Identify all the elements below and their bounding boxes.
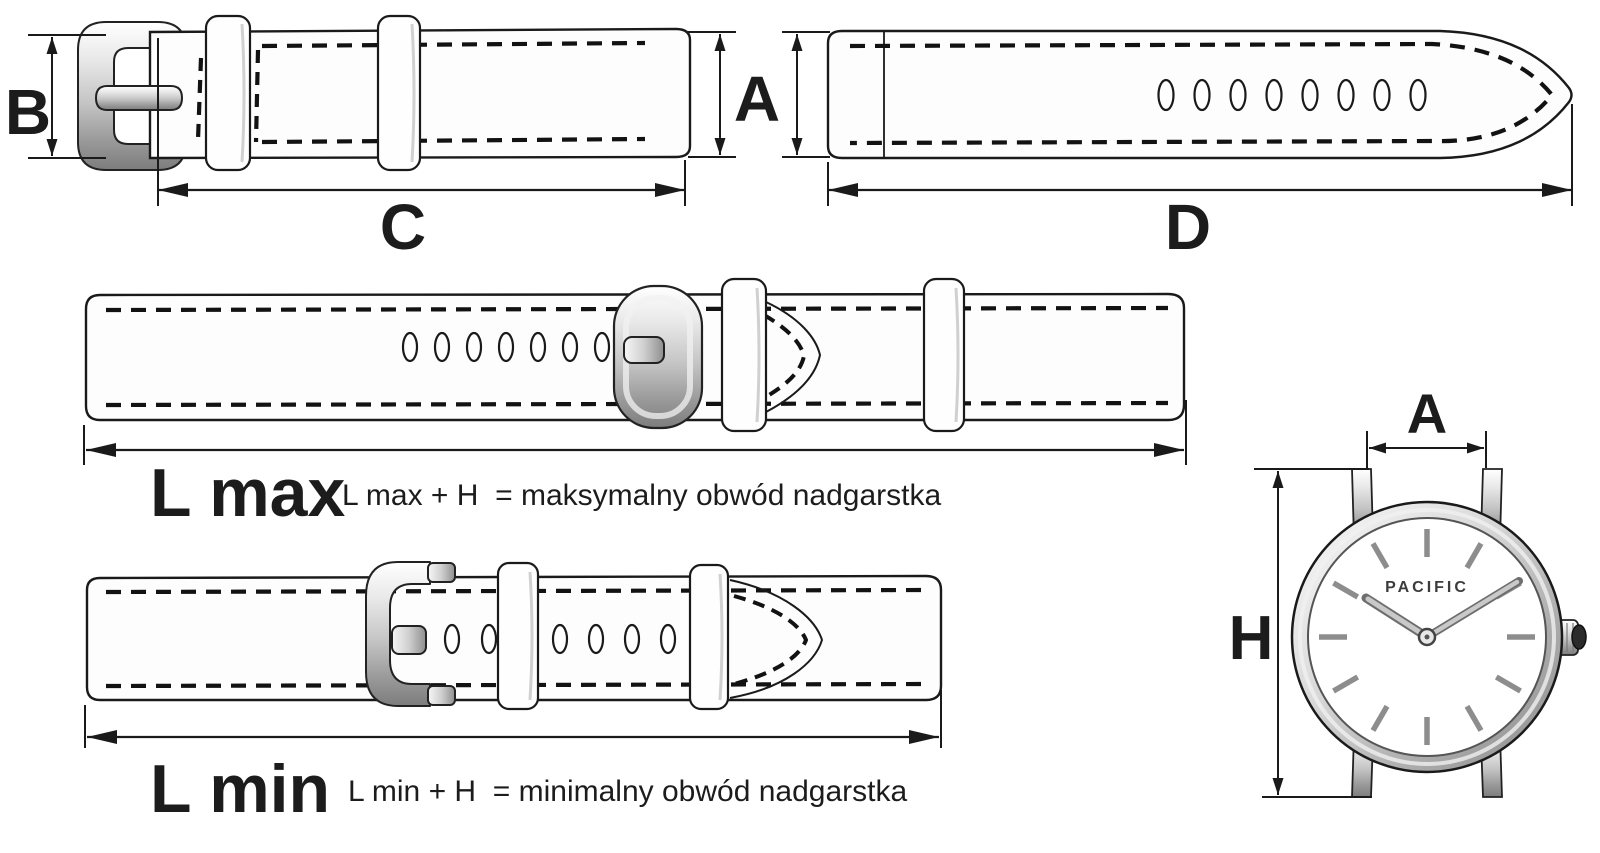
buckle-prong bbox=[96, 86, 182, 110]
crown-cabochon bbox=[1572, 625, 1586, 649]
dim-label-c: C bbox=[379, 191, 427, 263]
dimension-a-left bbox=[688, 32, 736, 157]
strap-piece-holes-drawing bbox=[828, 31, 1572, 158]
lmin-formula: L min + H = minimalny obwód nadgarstka bbox=[348, 775, 908, 808]
strap-lmin-drawing bbox=[87, 562, 941, 709]
dim-label-a-watch: A bbox=[1406, 382, 1448, 445]
strap-lmax-drawing bbox=[86, 279, 1184, 431]
hands-hub-dot bbox=[1425, 635, 1430, 640]
strap-piece-buckle-drawing bbox=[78, 16, 690, 170]
buckle-prong-head bbox=[624, 337, 664, 363]
dim-label-h: H bbox=[1228, 604, 1274, 673]
watch-brand: PACIFIC bbox=[1385, 579, 1469, 596]
watch-drawing bbox=[1292, 469, 1586, 797]
lmax-label: L max bbox=[150, 455, 346, 531]
buckle-bar-tip bbox=[428, 563, 455, 582]
buckle-bar-tip bbox=[428, 686, 455, 705]
dim-label-d: D bbox=[1164, 191, 1212, 263]
dim-label-a: A bbox=[733, 63, 781, 135]
buckle-prong-head bbox=[392, 626, 426, 654]
dimension-a-right bbox=[782, 32, 830, 157]
lmin-label: L min bbox=[150, 751, 331, 827]
dim-label-b: B bbox=[4, 76, 52, 148]
lmax-formula: L max + H = maksymalny obwód nadgarstka bbox=[342, 479, 942, 512]
